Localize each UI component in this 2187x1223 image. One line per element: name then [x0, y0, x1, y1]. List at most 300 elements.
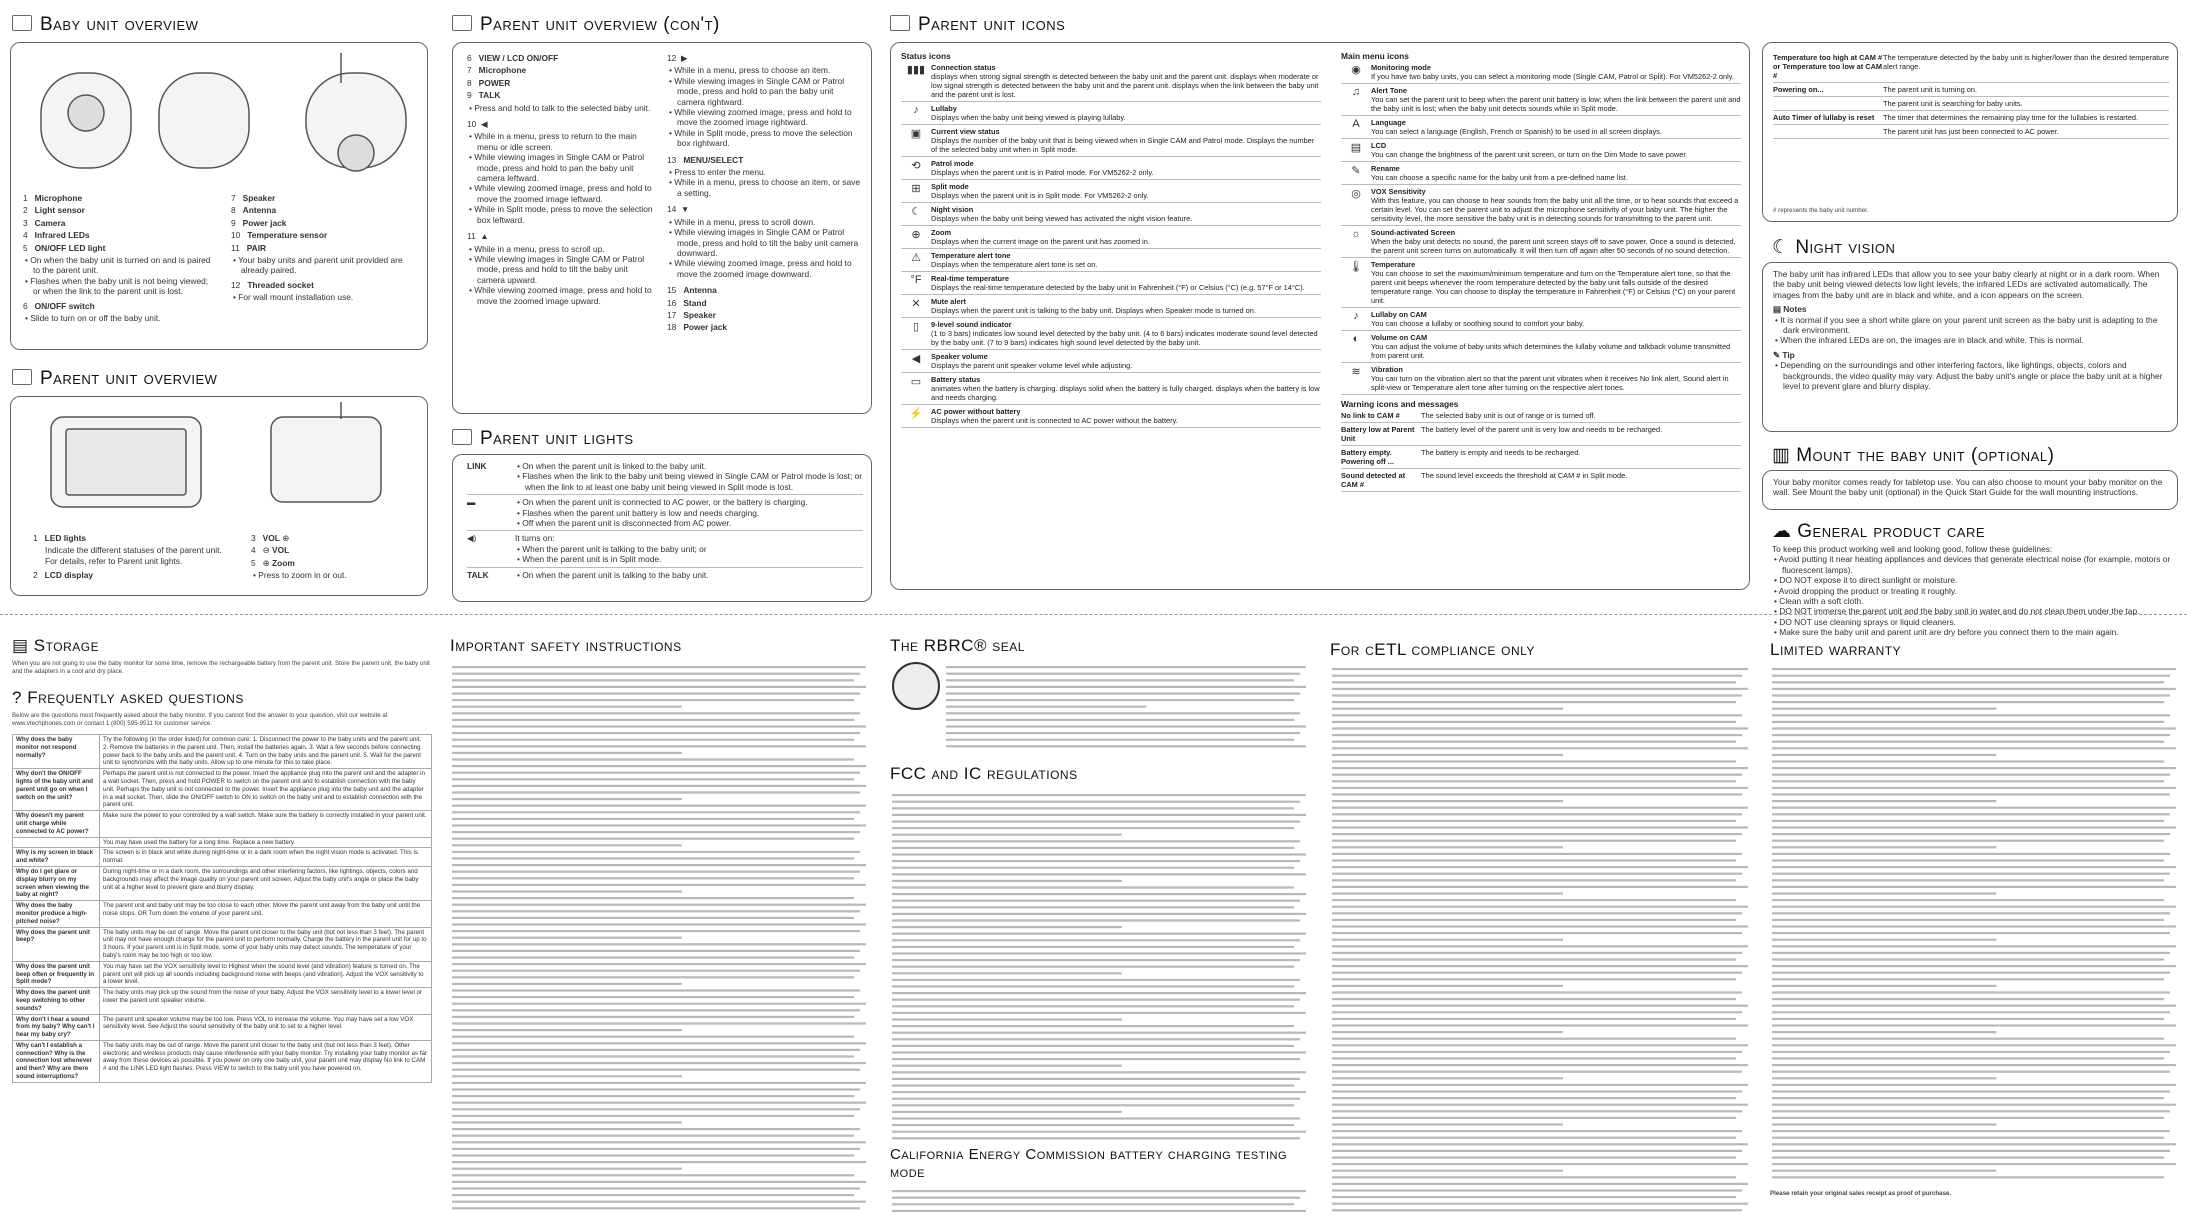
text-line	[1332, 965, 1748, 967]
text-line	[946, 732, 1300, 734]
text-line	[892, 1210, 1306, 1212]
text-line	[1772, 919, 2164, 921]
faq-row	[13, 769, 432, 811]
warn-desc: The battery is empty and needs to be recharged.	[1421, 448, 1581, 457]
text-line	[892, 1038, 1300, 1040]
text-line	[452, 956, 854, 958]
text-line	[1332, 1071, 1742, 1073]
baby-item-11: 11 PAIR	[231, 242, 267, 253]
text-line	[892, 979, 1300, 981]
text-line	[452, 824, 866, 826]
warn-desc: The parent unit is turning on.	[1883, 85, 1978, 94]
text-line	[452, 1075, 682, 1077]
warn-row	[1773, 51, 2169, 83]
text-line	[452, 1194, 854, 1196]
faq-answer: The baby units may be out of range. Move the parent unit closer to the baby unit (but not less than 3 feet). The parent unit may not have enough charge for the parent unit to perform normally. Charge the battery in the parent unit for up to 3 hours. If your parent unit is in Split mode, some of your baby units may detect sounds. The temperature of your baby's room may be too high or too low.	[100, 927, 432, 961]
text-line	[452, 923, 866, 925]
text-line	[1772, 958, 2164, 960]
main-desc: When the baby unit detects no sound, the parent unit screen stays off to save power. Once a sound is detected, the parent unit screen turns on automatically. It will then turn off again after 50 seconds of no sound detection.	[1371, 237, 1736, 255]
text-line	[1772, 1044, 2176, 1046]
faq-row	[13, 811, 432, 837]
text-line	[1332, 1143, 1748, 1145]
status-name: Split mode	[931, 182, 969, 191]
faq-question: Why does the baby monitor produce a high-pitched noise?	[13, 901, 100, 927]
text-line	[452, 851, 860, 853]
text-line	[946, 673, 1300, 675]
text-line	[1772, 846, 1996, 848]
text-line	[1772, 833, 2170, 835]
text-line	[1772, 853, 2170, 855]
status-desc: Displays when the parent unit is in Patrol mode. For VM5262-2 only.	[931, 168, 1154, 177]
text-line	[1332, 1024, 1748, 1026]
faq-answer: The parent unit and baby unit may be too close to each other. Move the parent unit away from the baby unit until the noise stops. OR Turn down the volume of your parent unit.	[100, 901, 432, 927]
text-line	[1772, 1064, 2176, 1066]
warn-name: Battery empty. Powering off ...	[1341, 448, 1394, 466]
warn-name: Auto Timer of lullaby is reset	[1773, 113, 1875, 122]
faq-answer: The baby units may pick up the sound from the noise of your baby. Adjust the VOX sensitivity level to a lower level or lower the parent unit speaker volume.	[100, 988, 432, 1014]
warn-name: Sound detected at CAM #	[1341, 471, 1406, 489]
text-line	[1332, 820, 1736, 822]
text-line	[1772, 793, 2170, 795]
text-line	[452, 857, 854, 859]
text-line	[892, 1005, 1294, 1007]
text-line	[1332, 846, 1563, 848]
text-line	[1772, 998, 2164, 1000]
icons-title: Parent unit icons	[890, 14, 1065, 36]
text-line	[1332, 1077, 1563, 1079]
faq-answer: Perhaps the parent unit is not connected to the power. Insert the appliance plug into the parent unit and the adapter in a wall socket. Then, press and hold POWER to switch on the parent unit and to establish connection with the baby unit. Perhaps the baby unit is not connected to the power. Insert the appliance plug into the baby unit and the adapter in a wall socket. Then, slide the ON/OFF switch to ON to switch on the baby unit and to establish connection with the parent unit.	[100, 769, 432, 811]
night-box: The baby unit has infrared LEDs that allow you to see your baby clearly at night or in a dark room. When the baby unit being viewed detects low light levels, the infrared LEDs are activated automatically. The images from the baby unit are in black and white, and a icon appears on the screen. ▤ Notes • It is normal if you see a short white glare on your parent unit screen as the baby unit is adapting to the dark environment. • When the infrared LEDs are on, the images are in black and white. This is normal. ✎ Tip • Depending on the surroundings and other interfering factors, like lightings, objects, colors and backgrounds, the video quality may vary. Adjust the baby unit's angle or place the baby unit at a higher level to prevent glare and blurry display.	[1762, 262, 2178, 432]
warranty-title: Limited warranty	[1770, 640, 1902, 659]
text-line	[892, 840, 1300, 842]
text-line	[1332, 1011, 1742, 1013]
text-line	[1332, 833, 1742, 835]
faq-row	[13, 1014, 432, 1040]
text-line	[946, 692, 1300, 694]
text-line	[1772, 727, 2176, 729]
text-line	[1772, 925, 2176, 927]
status-name: Mute alert	[931, 297, 966, 306]
warranty-end: Please retain your original sales receipt as proof of purchase.	[1770, 1190, 1952, 1197]
text-line	[1332, 760, 1736, 762]
text-line	[452, 1088, 860, 1090]
text-line	[452, 791, 860, 793]
text-line	[1772, 1005, 2176, 1007]
notes-icon: ▤	[1773, 304, 1784, 315]
status-icon: ▯	[912, 321, 920, 333]
text-line	[452, 884, 866, 886]
text-line	[452, 1069, 860, 1071]
text-line	[452, 1141, 866, 1143]
status-row	[901, 102, 1321, 125]
text-line	[1332, 1203, 1748, 1205]
text-line	[1772, 1051, 2170, 1053]
text-line	[892, 847, 1294, 849]
status-row	[901, 61, 1321, 102]
text-line	[892, 1124, 1294, 1126]
text-line	[892, 886, 1294, 888]
text-line	[1772, 807, 2176, 809]
text-line	[1772, 1104, 2176, 1106]
main-icon: 🌡	[1349, 261, 1363, 273]
text-line	[1772, 945, 2176, 947]
status-name: Connection status	[931, 63, 996, 72]
wall-icon: ▥	[1772, 445, 1797, 466]
warn-desc: The sound level exceeds the threshold at CAM # in Split mode.	[1421, 471, 1628, 480]
main-row	[1341, 363, 1741, 395]
text-line	[1772, 1090, 2170, 1092]
text-line	[452, 871, 860, 873]
care-list: To keep this product working well and looking good, follow these guidelines: • Avoid putting it near heating appliances and devices that generate electrical noise (for example, motors or fluorescent lamps). • DO NOT expose it to direct sunlight or moisture. • Avoid dropping the product or treating it roughly. • Clean with a soft cloth. • DO NOT immerse the parent unit and the baby unit in water and do not clean them under the tap. • DO NOT use cleaning sprays or liquid cleaners. • Make sure the baby unit and parent unit are dry before you connect them to the main again.	[1772, 544, 2178, 638]
text-line	[892, 1018, 1122, 1020]
main-icons-col: Main menu icons ◉ Monitoring mode If you have two baby units, you can select a monitoring mode (Single CAM, Patrol or Split). For VM5262-2 only. ♫ Alert Tone You can set the parent unit to beep when the parent unit battery is low; when the link between the parent unit and the baby unit is lost; when the baby unit detects sounds while in Split mode. A Language You can select a language (English, French or Spanish) to be used in all screen displays. ▤ LCD You can change the brightness of the parent unit screen, or turn on the Dim Mode to save power. ✎ Rename You can choose a specific name for the baby unit from a pre-defined name list. ◎ VOX Sensitivity With this feature, you can choose to hear sounds from the baby unit all the time, or to hear sounds that exceed a certain level. You can set the parent unit to adjust the microphone sensitivity of your baby unit. The higher the sensitivity level, the more sensitive the baby unit is in detecting sounds for transmitting to the parent unit. ☼ Sound-activated Screen When the baby unit detects no sound, the parent unit screen stays off to save power. Once a sound is detected, the parent unit screen turns on automatically. It will then turn off again after 50 seconds of no sound detection. 🌡 Temperature You can choose to set the maximum/minimum temperature and turn on the Temperature alert tone, so that the parent unit beeps whenever the room temperature detected by the baby unit falls outside of the desired temperature range. You can choose to display the temperature in Fahrenheit (°F) or Celsius (°C) on your parent unit. ♪ Lullaby on CAM You can choose a lullaby or soothing sound to comfort your baby. ◐ Volume on CAM You can adjust the volume of baby units which determines the lullaby volume and talkback volume transmitted from parent unit. ≋ Vibration You can turn on the vibration alert so that the parent unit vibrates when it receives No link alert, Sound alert in split-view or Temperature alert tone after turning on the respective alert tones. Warning icons and messages No link to CAM # The selected baby unit is out of range or is turned off. Battery low at Parent Unit The battery level of the parent unit is very low and needs to be recharged. Battery empty. Powering off ... The battery is empty and needs to be recharged. Sound detected at CAM # The sound level exceeds the threshold at CAM # in Split mode.	[1341, 51, 1741, 492]
text-line	[1772, 774, 2170, 776]
text-line	[1772, 1143, 2176, 1145]
text-line	[452, 686, 866, 688]
text-line	[892, 820, 1300, 822]
parent-item-5: 5 ⊕ Zoom	[251, 557, 295, 568]
parent-unit-title: Parent unit overview	[12, 368, 217, 390]
status-row	[901, 373, 1321, 405]
status-icon: ☾	[911, 206, 921, 218]
text-line	[892, 939, 1300, 941]
text-line	[452, 1154, 854, 1156]
text-line	[452, 937, 682, 939]
text-line	[892, 1131, 1306, 1133]
warn-row	[1341, 409, 1741, 423]
faq-answer: The baby units may be out of range. Move the parent unit closer to the baby unit (but not less than 3 feet). Other electronic and wireless products may cause interference with your baby monitor. Try installing your baby monitor as far away from these devices as possible. If you power on only one baby unit, your parent unit may display No link to CAM # and the LINK LED light flashes. Press VIEW to switch to the baby unit you have powered on.	[100, 1040, 432, 1082]
text-line	[892, 1197, 1300, 1199]
safety-title: Important safety instructions	[450, 636, 682, 655]
text-line	[892, 1058, 1300, 1060]
text-line	[1772, 813, 2170, 815]
status-icon: ✕	[911, 298, 921, 310]
faq-answer: The parent unit speaker volume may be too low. Press VOL to increase the volume. You may have set a low VOX sensitivity level. See Adjust the sound sensitivity of the baby unit to set to a higher level.	[100, 1014, 432, 1040]
text-line	[1332, 780, 1736, 782]
status-icon: ▭	[910, 376, 922, 388]
text-line	[1332, 807, 1748, 809]
warn-desc: The parent unit has just been connected to AC power.	[1883, 127, 2059, 136]
text-line	[1332, 958, 1736, 960]
baby-unit-title: Baby unit overview	[12, 14, 198, 36]
text-line	[1772, 1011, 2170, 1013]
text-line	[1772, 965, 2176, 967]
storage-title: ▤ Storage	[12, 636, 100, 655]
main-row	[1341, 116, 1741, 139]
text-line	[1332, 1189, 1742, 1191]
text-line	[1772, 1123, 1996, 1125]
main-desc: If you have two baby units, you can select a monitoring mode (Single CAM, Patrol or Split). For VM5262-2 only.	[1371, 72, 1734, 81]
text-line	[1332, 793, 1742, 795]
text-line	[452, 976, 854, 978]
faq-question: Why don't the ON/OFF lights of the baby unit and parent unit go on when I switch on the unit?	[13, 769, 100, 811]
main-icon: ≋	[1351, 366, 1361, 378]
text-line	[452, 910, 860, 912]
text-line	[452, 897, 854, 899]
text-line	[452, 1201, 866, 1203]
main-name: Rename	[1371, 164, 1400, 173]
status-name: Real-time temperature	[931, 274, 1010, 283]
warranty-text	[1770, 664, 2178, 1184]
text-line	[1332, 886, 1748, 888]
text-line	[892, 1137, 1300, 1139]
status-icon: °F	[910, 274, 922, 286]
text-line	[1772, 873, 2170, 875]
text-line	[1332, 800, 1563, 802]
text-line	[452, 1049, 860, 1051]
text-line	[452, 1022, 866, 1024]
warn-desc: The parent unit is searching for baby units.	[1883, 99, 2023, 108]
text-line	[452, 1108, 860, 1110]
faq-answer: You may have used the battery for a long time. Replace a new battery.	[100, 837, 432, 848]
faq-row	[13, 837, 432, 848]
main-desc: You can select a language (English, French or Spanish) to be used in all screen displays.	[1371, 127, 1663, 136]
text-line	[452, 805, 866, 807]
text-line	[946, 725, 1306, 727]
warn-name: Temperature too high at CAM # or Temperature too low at CAM #	[1773, 53, 1883, 80]
text-line	[1772, 859, 2164, 861]
speaker-light-icon: ◀)	[467, 533, 477, 544]
status-row	[901, 318, 1321, 350]
text-line	[1332, 1130, 1742, 1132]
status-name: Temperature alert tone	[931, 251, 1011, 260]
text-line	[1772, 741, 2164, 743]
text-line	[1772, 1170, 1996, 1172]
status-name: Patrol mode	[931, 159, 974, 168]
text-line	[452, 1115, 854, 1117]
text-line	[892, 999, 1300, 1001]
main-icon: ✎	[1351, 165, 1361, 177]
text-line	[892, 1104, 1294, 1106]
text-line	[946, 686, 1306, 688]
text-line	[452, 699, 854, 701]
text-line	[1332, 813, 1742, 815]
main-icon: ▤	[1350, 142, 1362, 154]
text-line	[1332, 1044, 1748, 1046]
status-name: Zoom	[931, 228, 952, 237]
text-line	[1772, 932, 2170, 934]
main-row	[1341, 185, 1741, 226]
text-line	[1772, 886, 2176, 888]
main-name: Lullaby on CAM	[1371, 310, 1427, 319]
status-icon: ▣	[910, 128, 922, 140]
monitor-icon	[12, 369, 32, 385]
text-line	[1332, 721, 1736, 723]
text-line	[452, 712, 860, 714]
text-line	[892, 893, 1306, 895]
text-line	[452, 692, 860, 694]
parent-item-1: 1 LED lights	[33, 533, 87, 543]
text-line	[892, 906, 1294, 908]
text-line	[892, 933, 1306, 935]
text-line	[452, 673, 860, 675]
right-arrow-icon: ▶	[680, 53, 688, 63]
left-arrow-icon: ◀	[480, 119, 488, 130]
status-desc: Displays when the temperature alert tone is set on.	[931, 260, 1098, 269]
text-line	[452, 1042, 866, 1044]
text-line	[452, 877, 854, 879]
text-line	[1772, 1130, 2170, 1132]
status-desc: Displays when the baby unit being viewed has activated the night vision feature.	[931, 214, 1193, 223]
status-icon: ▮▮▮	[906, 64, 926, 76]
text-line	[892, 1098, 1300, 1100]
main-icon: ☼	[1350, 228, 1362, 240]
text-line	[452, 1168, 682, 1170]
faq-row	[13, 988, 432, 1014]
parent-cont-col1: 6 VIEW / LCD ON/OFF 7 Microphone 8 POWER 9 TALK • Press and hold to talk to the selected baby unit. 10 ◀ • While in a menu, press to return to the main menu or idle screen. • While viewing images in Single CAM or Patrol mode, press and hold to pan the baby unit camera leftward. • While viewing zoomed image, press and hold to move the zoomed image leftward. • While in Split mode, press to move the selection box leftward. 11 ▲ • While in a menu, press to scroll up. • While viewing images in Single CAM or Patrol mode, press and hold to tilt the baby unit camera upward. • While viewing zoomed image, press and hold to move the zoomed image upward.	[467, 53, 657, 306]
cec-text	[890, 1186, 1308, 1216]
warn-name	[1773, 127, 1883, 136]
fcc-title: FCC and IC regulations	[890, 764, 1078, 783]
faq-answer: You may have set the VOX sensitivity level to Highest when the sound level (and vibration) feature is turned on. The parent unit will pick up all sounds including background noise with beeps (and vibration). Adjust the VOX sensitivity to a lower level.	[100, 961, 432, 987]
text-line	[1332, 1170, 1563, 1172]
text-line	[892, 972, 1122, 974]
talk-label: TALK	[467, 569, 489, 580]
text-line	[1332, 1183, 1748, 1185]
faq-answer: Try the following (in the order listed) for common cure: 1. Disconnect the power to the baby units and the parent unit. 2. Remove the batteries in the parent unit. Then, install the batteries again. 3. Wait a few seconds before connecting power back to the baby units and the parent unit. 4. Turn on the baby units and the parent unit. 5. Wait for the parent unit to synchronize with the baby units. Allow up to one minute for this to take place.	[100, 735, 432, 769]
status-desc: Displays when the parent unit is in Split mode. For VM5262-2 only.	[931, 191, 1149, 200]
main-desc: You can change the brightness of the parent unit screen, or turn on the Dim Mode to save power.	[1371, 150, 1688, 159]
parent-unit-box	[10, 396, 428, 596]
text-line	[452, 679, 854, 681]
mount-box: Your baby monitor comes ready for tabletop use. You can also choose to mount your baby monitor on the wall. See Mount the baby unit (optional) in the Quick Start Guide for the wall mounting instructions.	[1762, 470, 2178, 510]
baby-item-3: 3 Camera	[23, 217, 66, 228]
text-line	[892, 919, 1300, 921]
text-line	[1332, 906, 1748, 908]
text-line	[1332, 1104, 1748, 1106]
camera-icon	[12, 15, 32, 31]
text-line	[452, 943, 866, 945]
warn-name: Battery low at Parent Unit	[1341, 425, 1415, 443]
text-line	[1772, 892, 1996, 894]
faq-question: Why don't I hear a sound from my baby? Why can't I hear my baby cry?	[13, 1014, 100, 1040]
text-line	[892, 867, 1294, 869]
text-line	[452, 1135, 854, 1137]
status-row	[901, 180, 1321, 203]
text-line	[452, 930, 860, 932]
text-line	[1332, 859, 1736, 861]
status-desc: Displays when the baby unit being viewed is playing lullaby.	[931, 113, 1126, 122]
text-line	[892, 880, 1122, 882]
status-name: Current view status	[931, 127, 1000, 136]
text-line	[1772, 747, 2176, 749]
text-line	[1772, 972, 2170, 974]
text-line	[892, 1012, 1306, 1014]
text-line	[1332, 826, 1748, 828]
main-row	[1341, 84, 1741, 116]
text-line	[1332, 899, 1736, 901]
down-arrow-icon: ▼	[680, 204, 690, 215]
status-desc: Displays the number of the baby unit that is being viewed when in Single CAM and Patrol mode. Displays the number of the selected baby unit when in Split mode.	[931, 136, 1315, 154]
parent-left-list: 1 LED lights Indicate the different statuses of the parent unit. For details, refer to Parent unit lights. 2 LCD display	[33, 533, 222, 581]
text-line	[1772, 787, 2176, 789]
status-row	[901, 226, 1321, 249]
monitor-icon	[452, 429, 472, 445]
rbrc-seal-icon	[892, 662, 940, 710]
warn-desc: The selected baby unit is out of range or is turned off.	[1421, 411, 1596, 420]
text-line	[452, 1102, 866, 1104]
text-line	[1772, 1150, 2170, 1152]
text-line	[1332, 879, 1736, 881]
main-icon: ◉	[1351, 64, 1361, 76]
cetl-text	[1330, 664, 1750, 1214]
warn-desc: The timer that determines the remaining play time for the lullabies is restarted.	[1883, 113, 2139, 122]
text-line	[452, 1003, 866, 1005]
main-row	[1341, 258, 1741, 308]
text-line	[892, 1065, 1122, 1067]
main-name: Alert Tone	[1371, 86, 1407, 95]
parent-right-list: 3 VOL ⊕ 4 ⊖ VOL 5 ⊕ Zoom • Press to zoom in or out.	[251, 533, 421, 581]
text-line	[1772, 714, 2170, 716]
text-line	[1772, 694, 2170, 696]
text-line	[892, 985, 1294, 987]
icons-box	[890, 42, 1750, 590]
text-line	[1332, 912, 1742, 914]
faq-question	[13, 837, 100, 848]
faq-question: Why does the parent unit beep often or frequently in Split mode?	[13, 961, 100, 987]
text-line	[452, 1036, 854, 1038]
text-line	[1772, 675, 2170, 677]
text-line	[1332, 1057, 1736, 1059]
status-icon: ◀	[911, 353, 921, 365]
text-line	[1772, 780, 2164, 782]
text-line	[892, 1203, 1294, 1205]
main-row	[1341, 331, 1741, 363]
text-line	[1332, 694, 1742, 696]
text-line	[946, 739, 1294, 741]
text-line	[1772, 668, 2176, 670]
text-line	[1332, 998, 1736, 1000]
text-line	[892, 873, 1306, 875]
warn-row	[1773, 83, 2169, 97]
main-row	[1341, 308, 1741, 331]
text-line	[452, 1161, 866, 1163]
text-line	[1332, 1064, 1748, 1066]
text-line	[1332, 668, 1748, 670]
tip-icon: ✎	[1773, 349, 1783, 360]
text-line	[1772, 1117, 2164, 1119]
warn-name: Powering on...	[1773, 85, 1824, 94]
text-line	[1332, 840, 1736, 842]
text-line	[1772, 1084, 2176, 1086]
main-icon: ◎	[1351, 188, 1361, 200]
text-line	[892, 946, 1294, 948]
status-row	[901, 203, 1321, 226]
main-row	[1341, 139, 1741, 162]
status-icon: ⚠	[911, 252, 921, 264]
text-line	[1332, 1163, 1748, 1165]
text-line	[892, 992, 1306, 994]
status-row	[901, 249, 1321, 272]
text-line	[452, 745, 866, 747]
text-line	[1772, 1031, 1996, 1033]
text-line	[1332, 1038, 1736, 1040]
status-name: Lullaby	[931, 104, 957, 113]
text-line	[892, 860, 1300, 862]
text-line	[1772, 1071, 2170, 1073]
text-line	[1332, 1123, 1563, 1125]
text-line	[452, 983, 682, 985]
status-desc: Displays when the parent unit is connected to AC power without the battery.	[931, 416, 1178, 425]
text-line	[1332, 681, 1736, 683]
lights-box: LINK • On when the parent unit is linked to the baby unit. • Flashes when the link to the baby unit being viewed in Single CAM or Patrol mode is lost; or when the link to at least one baby unit being viewed in Split mode is lost. ▬ • On when the parent unit is connected to AC power, or the battery is charging. • Flashes when the parent unit battery is low and needs charging. • Off when the parent unit is disconnected from AC power. ◀) It turns on: • When the parent unit is talking to the baby unit; or • When the parent unit is in Split mode. TALK • On when the parent unit is talking to the baby unit.	[452, 454, 872, 602]
faq-answer: Make sure the power to your controlled by a wall switch. Make sure the battery is correctly installed in your parent unit.	[100, 811, 432, 837]
main-icon: ♫	[1351, 86, 1361, 98]
baby-item-5: 5 ON/OFF LED light	[23, 242, 106, 253]
text-line	[892, 1091, 1306, 1093]
warning-table-box: Temperature too high at CAM # or Temperature too low at CAM # The temperature detected by the baby unit is higher/lower than the desired temperature alert range. Powering on... The parent unit is turning on. The parent unit is searching for baby units. Auto Timer of lullaby is reset The timer that determines the remaining play time for the lullabies is restarted. The parent unit has just been connected to AC power. # represents the baby unit number.	[1762, 42, 2178, 222]
text-line	[1772, 681, 2164, 683]
